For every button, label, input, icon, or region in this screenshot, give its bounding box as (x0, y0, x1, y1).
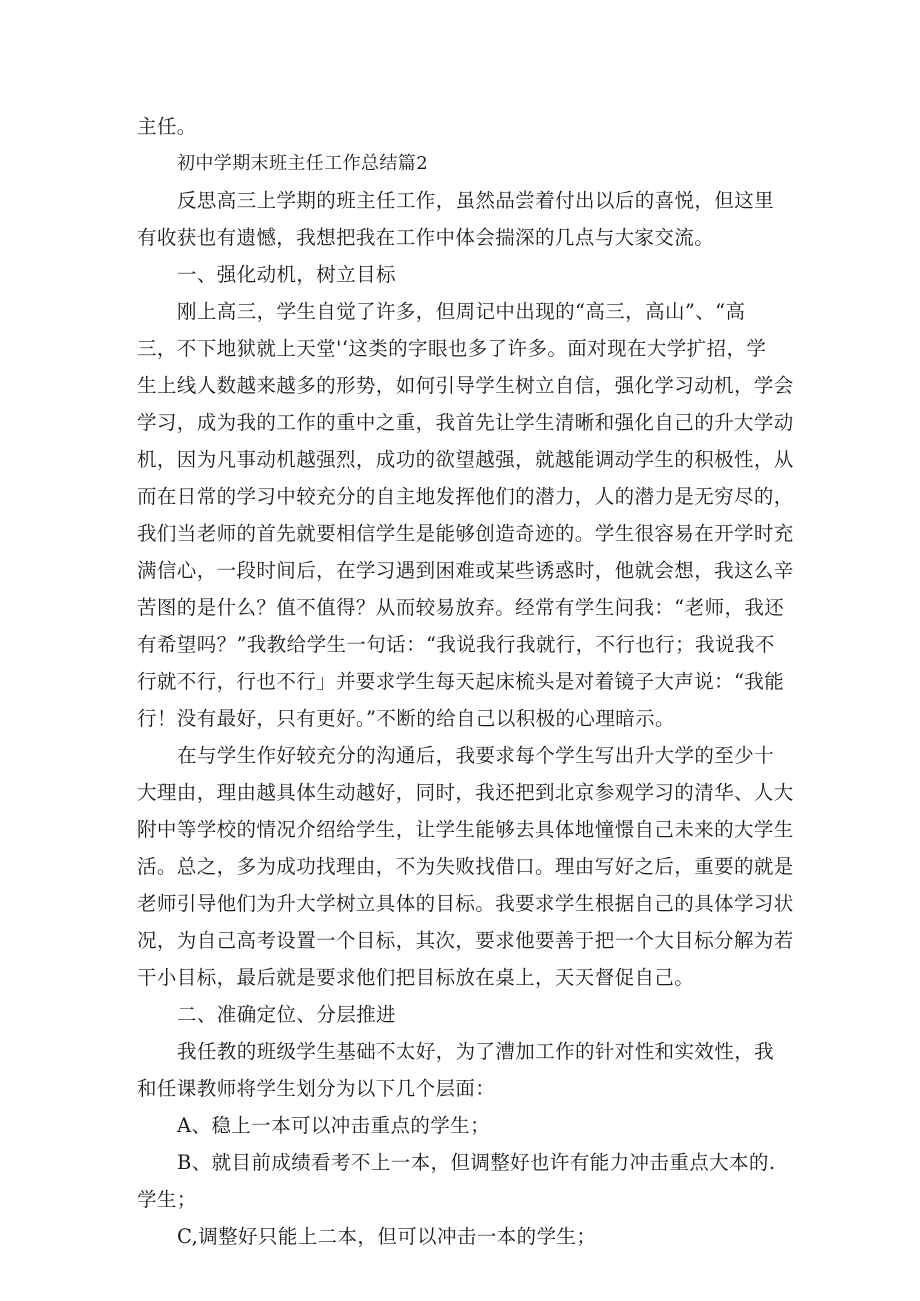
text-line: 有希望吗？”我教给学生一句话：“我说我行我就行，不行也行；我说我不 (137, 633, 775, 656)
text-line: 满信心，一段时间后，在学习遇到困难或某些诱惑时，他就会想，我这么辛 (137, 559, 794, 582)
text-line: 老师引导他们为升大学树立具体的目标。我要求学生根据自己的具体学习状 (137, 892, 794, 915)
list-item: A、稳上一本可以冲击重点的学生； (177, 1114, 490, 1137)
text-line: 学生； (137, 1188, 197, 1211)
text-line: 机，因为凡事动机越强烈，成功的欲望越强，就越能调动学生的积极性，从 (137, 448, 794, 471)
text-line: 学习，成为我的工作的重中之重，我首先让学生清晰和强化自己的升大学动 (137, 411, 794, 434)
text-line: 附中等学校的情况介绍给学生，让学生能够去具体地憧憬自己未来的大学生 (137, 818, 794, 841)
text-line: 大理由，理由越具体生动越好，同时，我还把到北京参观学习的清华、人大 (137, 781, 794, 804)
text-line: 和任课教师将学生划分为以下几个层面： (137, 1077, 496, 1100)
text-line: 我们当老师的首先就要相信学生是能够创造奇迹的。学生很容易在开学时充 (137, 522, 794, 545)
section-heading: 一、强化动机，树立目标 (177, 263, 396, 286)
document-body (137, 108, 794, 1255)
text-line: 反思高三上学期的班主任工作，虽然品尝着付出以后的喜悦，但这里 (177, 189, 775, 212)
text-line: 有收获也有遗憾，我想把我在工作中体会揣深的几点与大家交流。 (137, 226, 715, 249)
text-line: 行就不行，行也不行」并要求学生每天起床梳头是对着镜子大声说：“我能 (137, 670, 785, 693)
text-line: 在与学生作好较充分的沟通后，我要求每个学生写出升大学的至少十 (177, 744, 775, 767)
text-line: 而在日常的学习中较充分的自主地发挥他们的潜力，人的潜力是无穷尽的， (137, 485, 794, 508)
text-line: 行！没有最好，只有更好。”不断的给自己以积极的心理暗示。 (137, 707, 675, 730)
section-heading: 二、准确定位、分层推进 (177, 1003, 396, 1026)
text-line: 苦图的是什么？值不值得？从而较易放弃。经常有学生问我：“老师，我还 (137, 596, 785, 619)
text-line: 我任教的班级学生基础不太好，为了漕加工作的针对性和实效性，我 (177, 1040, 775, 1063)
article-title: 初中学期末班主任工作总结篇2 (177, 153, 429, 174)
text-line: 三，不下地狱就上天堂'‘这类的字眼也多了许多。面对现在大学扩招，学 (137, 337, 767, 360)
text-line: 生上线人数越来越多的形势，如何引导学生树立自信，强化学习动机，学会 (137, 374, 794, 397)
list-item: B、就目前成绩看考不上一本，但调整好也许有能力冲击重点大本的. (177, 1151, 776, 1174)
text-line: 刚上高三，学生自觉了许多，但周记中出现的“高三，高山”、“高 (177, 300, 746, 323)
text-line: 活。总之，多为成功找理由，不为失败找借口。理由写好之后，重要的就是 (137, 855, 794, 878)
text-line: 主任。 (137, 115, 197, 138)
text-line: 干小目标，最后就是要求他们把目标放在桌上，天天督促自己。 (137, 966, 695, 989)
list-item: C,调整好只能上二本，但可以冲击一本的学生； (177, 1225, 597, 1248)
text-line: 况，为自己高考设置一个目标，其次，要求他要善于把一个大目标分解为若 (137, 929, 794, 952)
